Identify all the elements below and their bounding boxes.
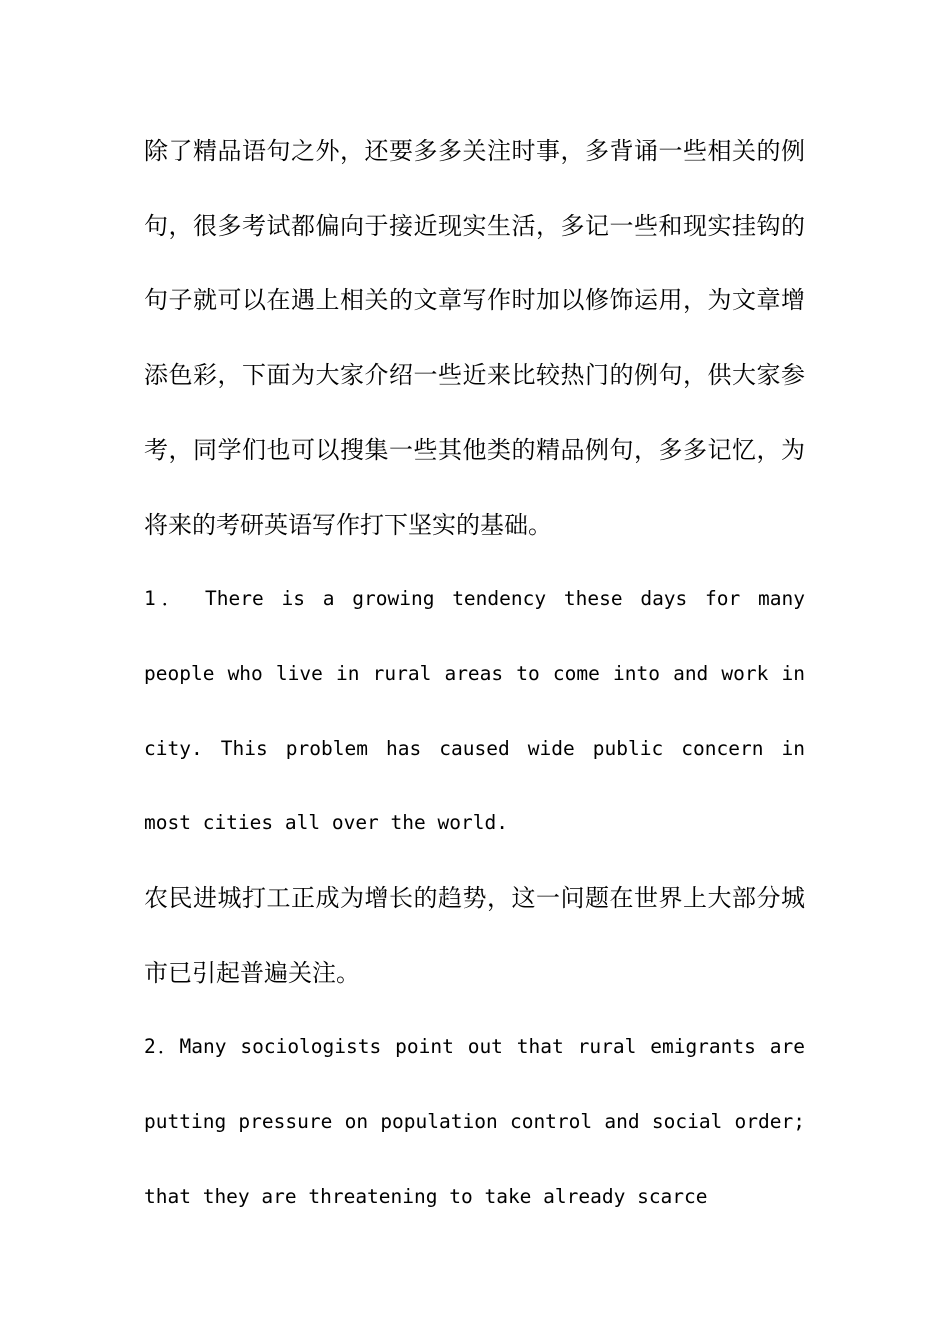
intro-paragraph: 除了精品语句之外，还要多多关注时事，多背诵一些相关的例句，很多考试都偏向于接近现实生活，多记一些和现实挂钩的句子就可以在遇上相关的文章写作时加以修饰运用，为文章增添色彩，下面为大家介绍一些近来比较热门的例句，供大家参考，同学们也可以搜集一些其他类的精品例句，多多记忆，为将来的考研英语写作打下坚实的基础。 (144, 137, 805, 539)
document-body (144, 114, 805, 1235)
example-sentence-2-english: 2．Many sociologists point out that rural emigrants are putting pressure on population control and social order; that they are threatening to take already scarce (144, 1035, 805, 1208)
example-sentence-1-translation: 农民进城打工正成为增长的趋势，这一问题在世界上大部分城市已引起普遍关注。 (144, 884, 805, 987)
example-sentence-1-english: 1． There is a growing tendency these days for many people who live in rural areas to come into and work in city. This problem has caused wide public concern in most cities all over the world. (144, 587, 805, 835)
